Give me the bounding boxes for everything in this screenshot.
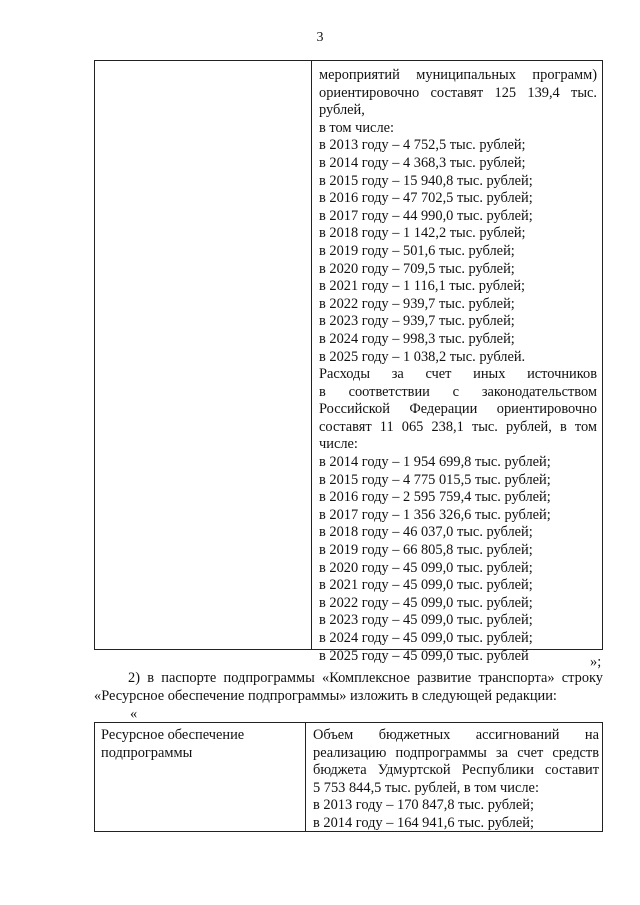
year-amount-line: в 2019 году – 66 805,8 тыс. рублей; — [319, 542, 533, 559]
row-header-line: подпрограммы — [101, 744, 193, 761]
year-amount-line: в 2017 году – 44 990,0 тыс. рублей; — [319, 207, 533, 224]
resource-provision-table — [94, 722, 603, 832]
closing-quote: »; — [590, 654, 602, 670]
text-line: 5 753 844,5 тыс. рублей, в том числе: — [313, 779, 539, 796]
year-amount-line: в 2015 году – 4 775 015,5 тыс. рублей; — [319, 471, 551, 488]
year-amount-line: в 2025 году – 1 038,2 тыс. рублей. — [319, 348, 526, 365]
year-amount-line: в 2021 году – 1 116,1 тыс. рублей; — [319, 278, 526, 295]
text-line: числе: — [319, 436, 358, 453]
year-amount-line: в 2022 году – 939,7 тыс. рублей; — [319, 295, 515, 312]
year-amount-line: в 2020 году – 45 099,0 тыс. рублей; — [319, 559, 533, 576]
opening-quote: « — [130, 706, 138, 722]
year-amount-line: в 2017 году – 1 356 326,6 тыс. рублей; — [319, 506, 551, 523]
amendment-paragraph — [94, 670, 603, 705]
column-divider — [311, 61, 312, 649]
year-amount-line: в 2021 году – 45 099,0 тыс. рублей; — [319, 577, 533, 594]
text-line: составят 11 065 238,1 тыс. рублей, в том — [319, 418, 597, 435]
text-line: Российской Федерации ориентировочно — [319, 401, 597, 418]
text-line: ориентировочно составят 125 139,4 тыс. рублей, — [319, 84, 597, 119]
year-amount-line: в 2020 году – 709,5 тыс. рублей; — [319, 260, 515, 277]
text-line: в том числе: — [319, 119, 395, 136]
year-amount-line: в 2022 году – 45 099,0 тыс. рублей; — [319, 594, 533, 611]
paragraph-line: «Ресурсное обеспечение подпрограммы» изложить в следующей редакции: — [94, 687, 557, 704]
page-number: 3 — [316, 30, 324, 45]
year-amount-line: в 2018 году – 1 142,2 тыс. рублей; — [319, 225, 526, 242]
year-amount-line: в 2016 году – 2 595 759,4 тыс. рублей; — [319, 489, 551, 506]
year-amount-line: в 2024 году – 998,3 тыс. рублей; — [319, 330, 515, 347]
year-amount-line: в 2014 году – 4 368,3 тыс. рублей; — [319, 154, 526, 171]
year-amount-line: в 2018 году – 46 037,0 тыс. рублей; — [319, 524, 533, 541]
paragraph-line: 2) в паспорте подпрограммы «Комплексное развитие транспорта» строку — [128, 670, 603, 686]
year-amount-line: в 2025 году – 45 099,0 тыс. рублей — [319, 647, 529, 664]
year-amount-line: в 2024 году – 45 099,0 тыс. рублей; — [319, 630, 533, 646]
funding-table-continued — [94, 60, 603, 664]
year-amount-line: в 2014 году – 1 954 699,8 тыс. рублей; — [319, 454, 551, 471]
year-amount-line: в 2023 году – 45 099,0 тыс. рублей; — [319, 612, 533, 629]
year-amount-line: в 2016 году – 47 702,5 тыс. рублей; — [319, 190, 533, 207]
year-amount-line: в 2023 году – 939,7 тыс. рублей; — [319, 313, 515, 330]
year-amount-line: в 2019 году – 501,6 тыс. рублей; — [319, 242, 515, 259]
text-line: бюджета Удмуртской Республики составит — [313, 762, 599, 779]
year-amount-line: в 2014 году – 164 941,6 тыс. рублей; — [313, 814, 534, 831]
year-amount-line: в 2013 году – 170 847,8 тыс. рублей; — [313, 797, 534, 814]
text-line: мероприятий муниципальных программ) — [319, 67, 597, 83]
row-header-cell — [101, 727, 297, 762]
column-divider — [305, 723, 306, 831]
text-line: Объем бюджетных ассигнований на — [313, 727, 599, 743]
row-header-line: Ресурсное обеспечение — [101, 727, 245, 743]
funding-text-cell — [313, 727, 599, 833]
year-amount-line: в 2013 году – 4 752,5 тыс. рублей; — [319, 137, 526, 154]
text-line: Расходы за счет иных источников — [319, 366, 597, 383]
text-line: реализацию подпрограммы за счет средств — [313, 744, 599, 761]
text-line: в соответствии с законодательством — [319, 383, 597, 400]
funding-text-cell — [319, 67, 597, 665]
year-amount-line: в 2015 году – 15 940,8 тыс. рублей; — [319, 172, 533, 189]
